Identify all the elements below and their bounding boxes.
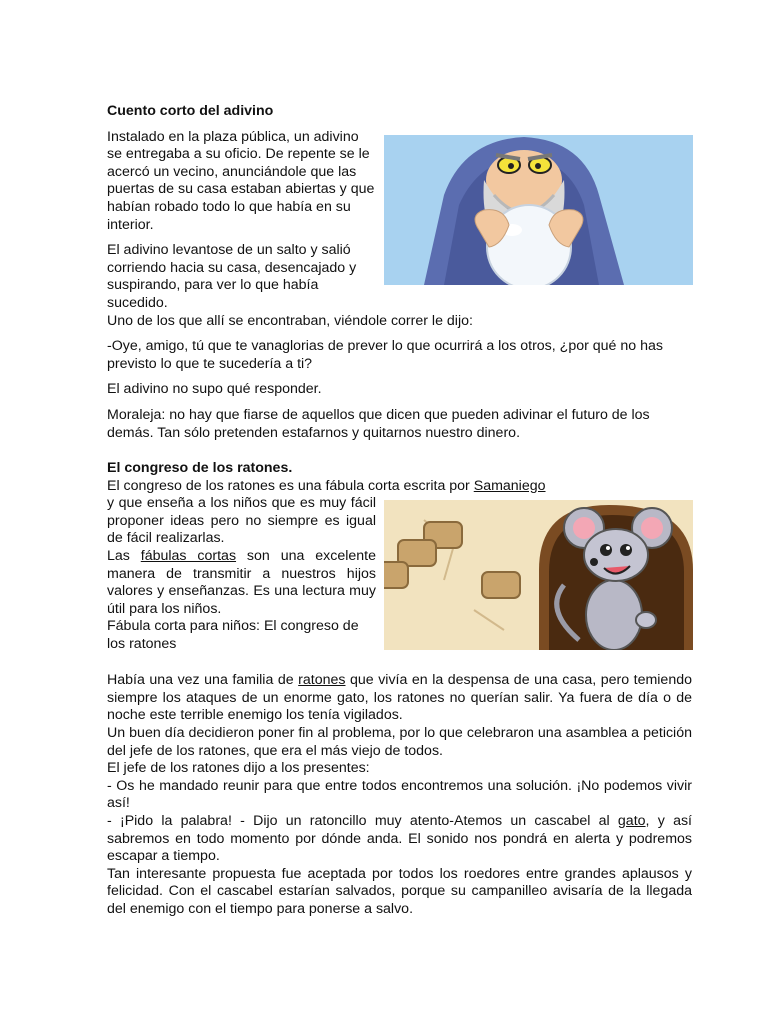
story1-paragraph-4: El adivino no supo qué responder. <box>107 381 322 398</box>
story2-fabulas-text-a: Las <box>107 548 141 565</box>
story2-body-1-text-b: que vivía en la despensa de una casa, pero temiendo siempre los ataques de un enorme gato, los ratones no querían salir. Ya fuera de día o de noche este terrible enemigo los tenía vigilados. <box>107 672 692 724</box>
story1-moral: Moraleja: no hay que fiarse de aquellos que dicen que pueden adivinar el futuro de los demás. Tan sólo pretenden estafarnos y quitarnos nuestro dinero. <box>107 406 650 441</box>
story2-intro-rest: y que enseña a los niños que es muy fácil proponer ideas pero no siempre es igual de fácil realizarlas. <box>107 495 376 547</box>
story2-body-4: - Os he mandado reunir para que entre todos encontremos una solución. ¡No podemos vivir así! <box>107 777 692 812</box>
story2-body-5-text-b: , y así sabremos en todo momento por dónde anda. El sonido nos pondrá en alerta y podremos escapar a tiempo. <box>107 813 692 865</box>
story1-paragraph-2-line-2: Uno de los que allí se encontraban, viéndole correr le dijo: <box>107 312 473 329</box>
story1-paragraph-2-line-1: El adivino levantose de un salto y salió corriendo hacia su casa, desencajado y suspirando, para ver lo que había sucedido. <box>107 242 357 311</box>
story1-title: Cuento corto del adivino <box>107 103 274 119</box>
story2-subtitle: Fábula corta para niños: El congreso de los ratones <box>107 618 359 653</box>
story1-paragraph-3: -Oye, amigo, tú que te vanaglorias de prever lo que ocurrirá a los otros, ¿por qué no has previsto lo que te sucedería a ti? <box>107 338 663 372</box>
story2-body-5-text-a: - ¡Pido la palabra! - Dijo un ratoncillo muy atento-Atemos un cascabel al <box>107 813 618 830</box>
wizard-icon <box>384 135 693 285</box>
story2-title: El congreso de los ratones. <box>107 460 293 477</box>
story2-body-6: Tan interesante propuesta fue aceptada por todos los roedores entre grandes aplausos y felicidad. Con el cascabel estarían salvados, porque su campanilleo avisaría de la llegada del enemigo con el tiempo para ponerse a salvo. <box>107 865 692 917</box>
story2-intro-text: El congreso de los ratones es una fábula corta escrita por <box>107 477 474 494</box>
story2-body-1-text-a: Había una vez una familia de <box>107 672 299 689</box>
story2-body-1 <box>107 672 692 725</box>
gato-link[interactable]: gato <box>617 813 646 830</box>
story1-paragraph-1: Instalado en la plaza pública, un adivino se entregaba a su oficio. De repente se le acercó un vecino, anunciándole que las puertas de su casa estaban abiertas y que habían robado todo lo que había en su interior. <box>107 128 375 233</box>
mouse-icon <box>384 500 693 650</box>
story2-body-2: Un buen día decidieron poner fin al problema, por lo que celebraron una asamblea a petición del jefe de los ratones, que era el más viejo de todos. <box>107 725 692 759</box>
samaniego-link[interactable]: Samaniego <box>473 477 546 494</box>
story2-body-3: El jefe de los ratones dijo a los presentes: <box>107 760 370 777</box>
fabulas-cortas-link[interactable]: fábulas cortas <box>140 548 237 565</box>
ratones-link[interactable]: ratones <box>298 672 346 689</box>
story2-fabulas-text-b: son una excelente manera de transmitir a nuestros hijos valores y enseñanzas. Es una lectura muy útil para los niños. <box>107 548 376 617</box>
document-page <box>107 103 692 919</box>
story2-body-5 <box>107 813 692 866</box>
story2-intro-first-line <box>107 478 692 496</box>
